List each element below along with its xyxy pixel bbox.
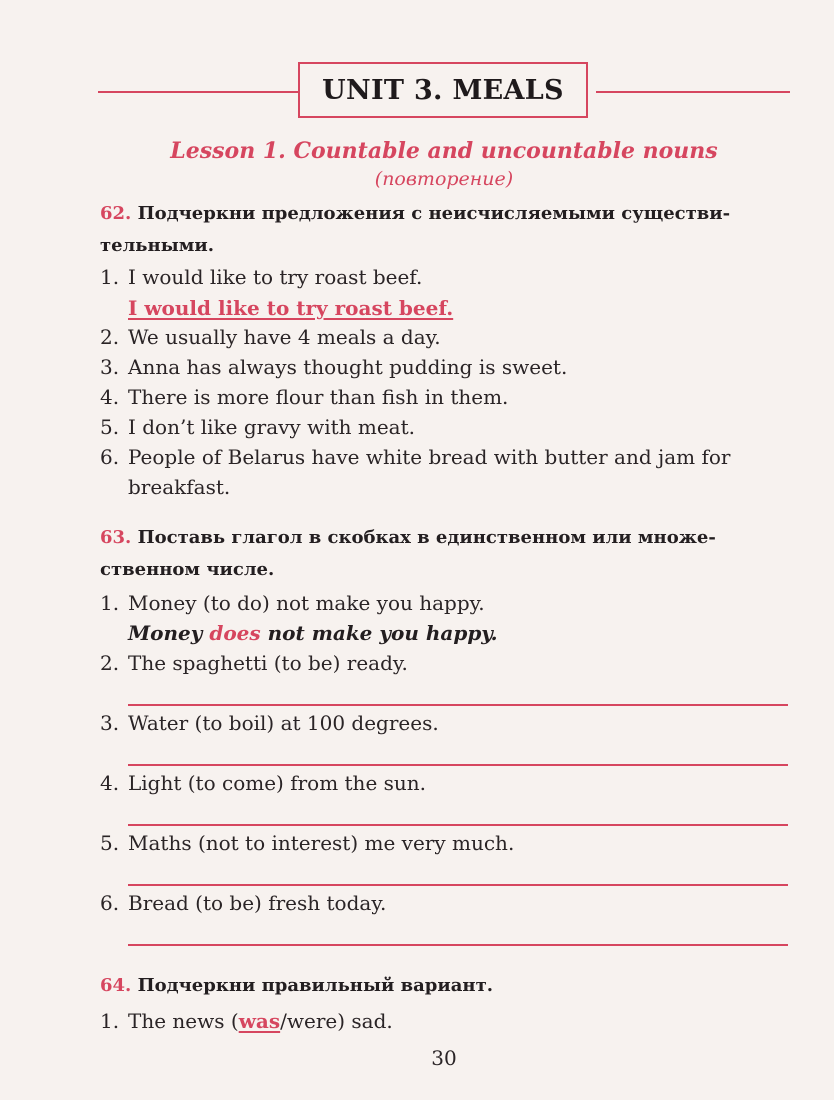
list-item (100, 888, 386, 918)
item-number: 3. (100, 355, 120, 379)
list-item (100, 262, 422, 292)
item-text: People of Belarus have white bread with butter and jam for (128, 445, 731, 469)
item-text: We usually have 4 meals a day. (128, 325, 441, 349)
item-text: I would like to try roast beef. (128, 265, 423, 289)
list-item (100, 442, 730, 472)
item-number: 5. (100, 831, 120, 855)
item-text: Maths (not to interest) me very much. (128, 831, 515, 855)
item-number: 5. (100, 415, 120, 439)
list-item-cont: breakfast. (128, 475, 231, 499)
answer-before: Money (128, 621, 203, 645)
instruction-text-cont: ственном числе. (100, 559, 275, 580)
list-item (100, 648, 408, 678)
answer-line[interactable] (128, 944, 788, 946)
unit-rule-left (98, 91, 298, 93)
unit-header (98, 60, 790, 124)
task-63-instruction (100, 522, 792, 586)
lesson-subtitle: (повторение) (374, 168, 514, 190)
list-item (100, 412, 415, 442)
list-item (100, 588, 485, 618)
lesson-title: Lesson 1. Countable and uncountable nouns (170, 138, 718, 164)
task-number: 62. (100, 203, 132, 224)
item-number: 1. (100, 265, 120, 289)
list-item (100, 382, 508, 412)
item-number: 2. (100, 325, 120, 349)
item-number: 1. (100, 1009, 120, 1033)
item-text: The spaghetti (to be) ready. (128, 651, 408, 675)
unit-title-box (298, 62, 588, 118)
item-text-before: The news ( (128, 1009, 239, 1033)
unit-rule-right (596, 91, 790, 93)
item-text: Anna has always thought pudding is sweet. (128, 355, 568, 379)
list-item (100, 768, 426, 798)
example-answer: I would like to try roast beef. (128, 296, 454, 320)
item-number: 6. (100, 891, 120, 915)
instruction-text: Поставь глагол в скобках в единственном или множе- (137, 527, 716, 548)
item-number: 2. (100, 651, 120, 675)
list-item (100, 322, 441, 352)
answer-line[interactable] (128, 704, 788, 706)
page-number: 30 (431, 1046, 457, 1070)
instruction-text: Подчеркни правильный вариант. (137, 975, 494, 996)
item-number: 3. (100, 711, 120, 735)
answer-line[interactable] (128, 884, 788, 886)
task-64-instruction (100, 970, 792, 1002)
item-number: 1. (100, 591, 120, 615)
item-text: Water (to boil) at 100 degrees. (128, 711, 439, 735)
item-text: There is more flour than fish in them. (128, 385, 509, 409)
answer-verb: does (209, 621, 261, 645)
list-item (100, 352, 567, 382)
unit-title: UNIT 3. MEALS (322, 74, 564, 106)
answer-after: not make you happy. (267, 621, 498, 645)
item-text-after: /were) sad. (280, 1009, 393, 1033)
task-number: 63. (100, 527, 132, 548)
example-answer (128, 618, 498, 648)
answer-line[interactable] (128, 824, 788, 826)
item-text: Money (to do) not make you happy. (128, 591, 485, 615)
answer-line[interactable] (128, 764, 788, 766)
task-62-instruction (100, 198, 792, 262)
item-text: Bread (to be) fresh today. (128, 891, 387, 915)
instruction-text-cont: тельными. (100, 235, 214, 256)
item-number: 4. (100, 385, 120, 409)
instruction-text: Подчеркни предложения с неисчисляемыми существи- (137, 203, 731, 224)
item-number: 4. (100, 771, 120, 795)
underlined-answer: was (238, 1009, 281, 1033)
list-item (100, 828, 514, 858)
list-item (100, 708, 439, 738)
item-number: 6. (100, 445, 120, 469)
task-number: 64. (100, 975, 132, 996)
list-item (100, 1006, 393, 1036)
item-text: Light (to come) from the sun. (128, 771, 427, 795)
item-text: I don’t like gravy with meat. (128, 415, 415, 439)
